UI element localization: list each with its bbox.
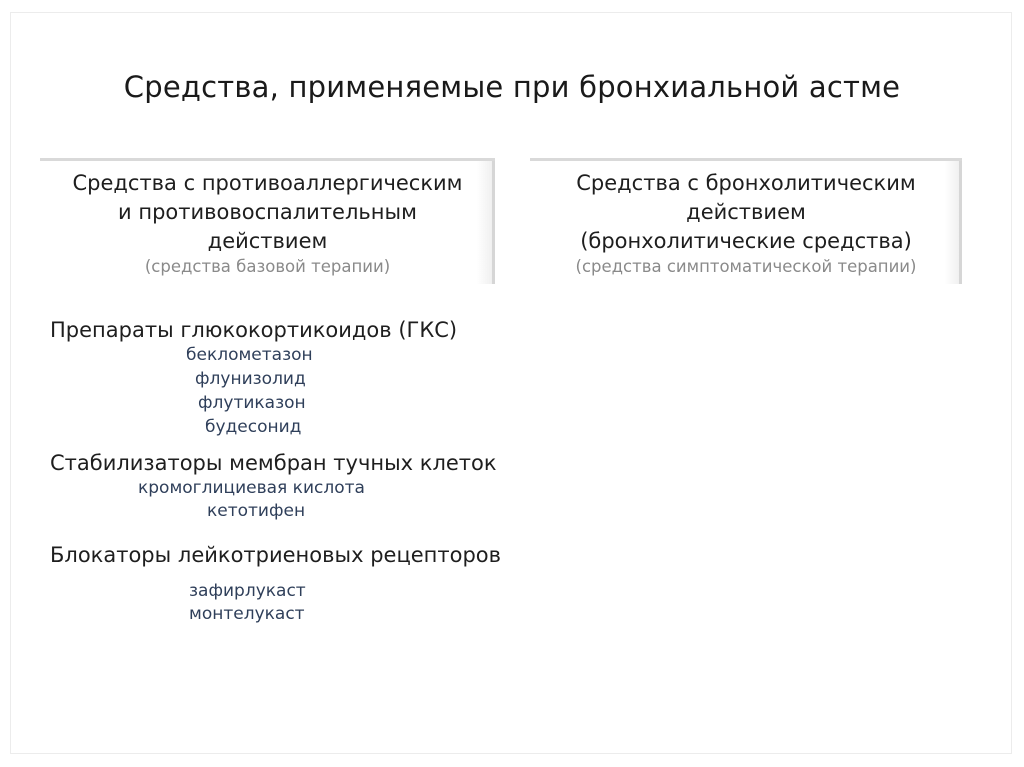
drug-item: кромоглициевая кислота <box>138 478 365 498</box>
drug-item: кетотифен <box>207 501 306 521</box>
panel-bronchodilator <box>530 158 962 284</box>
group-title-leukotriene: Блокаторы лейкотриеновых рецепторов <box>50 543 502 567</box>
panel-anti-inflammatory <box>40 158 495 284</box>
drug-item: монтелукаст <box>189 604 305 624</box>
panel-heading-line: Средства с бронхолитическим <box>576 171 916 195</box>
panel-heading-line: (бронхолитические средства) <box>580 229 912 253</box>
panel-heading-line: Средства с противоаллергическим <box>72 171 463 195</box>
drug-item: флунизолид <box>195 369 306 389</box>
panel-heading <box>40 161 495 256</box>
panel-heading <box>530 161 962 256</box>
panel-subtitle: (средства базовой терапии) <box>144 257 391 276</box>
drug-item: флутиказон <box>198 393 306 413</box>
panel-subtitle: (средства симптоматической терапии) <box>575 257 917 276</box>
slide-border <box>10 12 1012 754</box>
drug-item: беклометазон <box>186 345 313 365</box>
drug-item: будесонид <box>205 417 302 437</box>
panel-heading-line: действием <box>207 229 328 253</box>
group-title-mast-cell: Стабилизаторы мембран тучных клеток <box>50 451 497 475</box>
panel-heading-line: и противовоспалительным <box>118 200 417 224</box>
panel-heading-line: действием <box>686 200 806 224</box>
drug-item: зафирлукаст <box>189 581 306 601</box>
group-title-gcs: Препараты глюкокортикоидов (ГКС) <box>50 318 458 342</box>
slide-title: Средства, применяемые при бронхиальной астме <box>123 70 901 104</box>
